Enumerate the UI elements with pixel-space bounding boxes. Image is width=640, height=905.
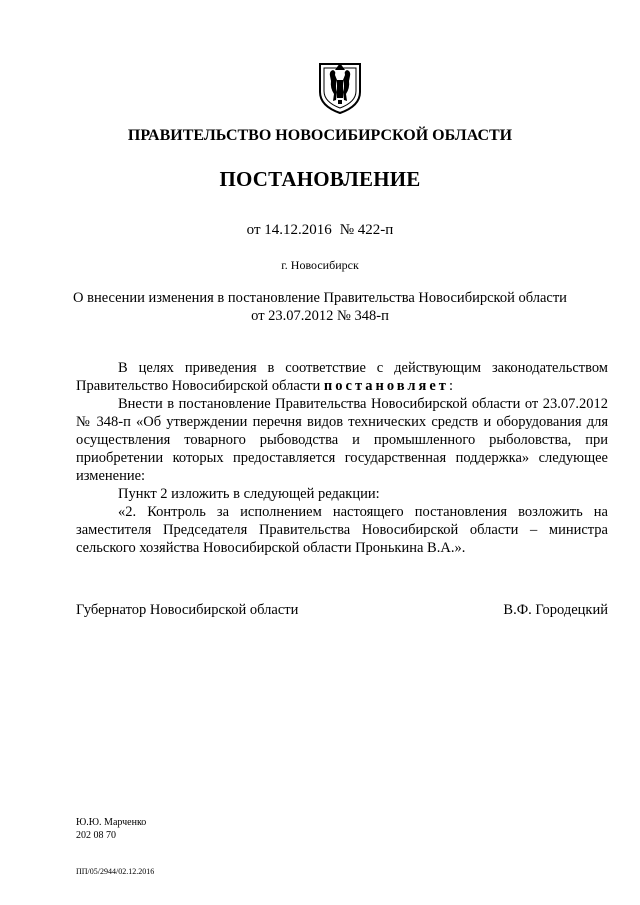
document-number: № 422-п	[339, 222, 394, 238]
document-subject	[60, 289, 580, 325]
date-number-line	[0, 222, 640, 239]
signatory-position: Губернатор Новосибирской области	[76, 602, 299, 618]
signatory-name: В.Ф. Городецкий	[503, 602, 608, 618]
paragraph-new-text: «2. Контроль за исполнением настоящего постановления возложить на заместителя Председателя Правительства Новосибирской области – министра сельского хозяйства Новосибирской области Пронькина В.А.».	[76, 504, 608, 556]
organization-title: ПРАВИТЕЛЬСТВО НОВОСИБИРСКОЙ ОБЛАСТИ	[127, 127, 513, 144]
subject-line-1: О внесении изменения в постановление Правительства Новосибирской области	[73, 290, 567, 306]
resolution-verb: постановляет	[323, 378, 449, 394]
document-code: ПП/05/2944/02.12.2016	[76, 867, 155, 876]
subject-line-2: от 23.07.2012 № 348-п	[251, 308, 389, 324]
signature-block	[76, 602, 608, 619]
executor-block	[76, 816, 146, 842]
preamble-colon: :	[448, 378, 453, 394]
coat-of-arms-icon	[316, 58, 364, 116]
paragraph-amendment: Внести в постановление Правительства Новосибирской области от 23.07.2012 № 348-п «Об утверждении перечня видов технических средств и оборудования для осуществления товарного рыбоводства и промышленного рыболовства, при приобретении которых предоставляется государственная поддержка» следующее изменение:	[76, 396, 608, 484]
document-body	[76, 359, 608, 557]
executor-name: Ю.Ю. Марченко	[76, 817, 147, 828]
document-type: ПОСТАНОВЛЕНИЕ	[219, 167, 421, 191]
preamble-text: В целях приведения в соответствие с действующим законодательством Правительство Новосибирской области	[76, 360, 608, 394]
paragraph-point: Пункт 2 изложить в следующей редакции:	[118, 486, 380, 502]
executor-phone: 202 08 70	[76, 830, 116, 841]
city: г. Новосибирск	[281, 258, 359, 272]
document-date: от 14.12.2016	[246, 222, 332, 238]
paragraph-preamble	[76, 359, 608, 395]
